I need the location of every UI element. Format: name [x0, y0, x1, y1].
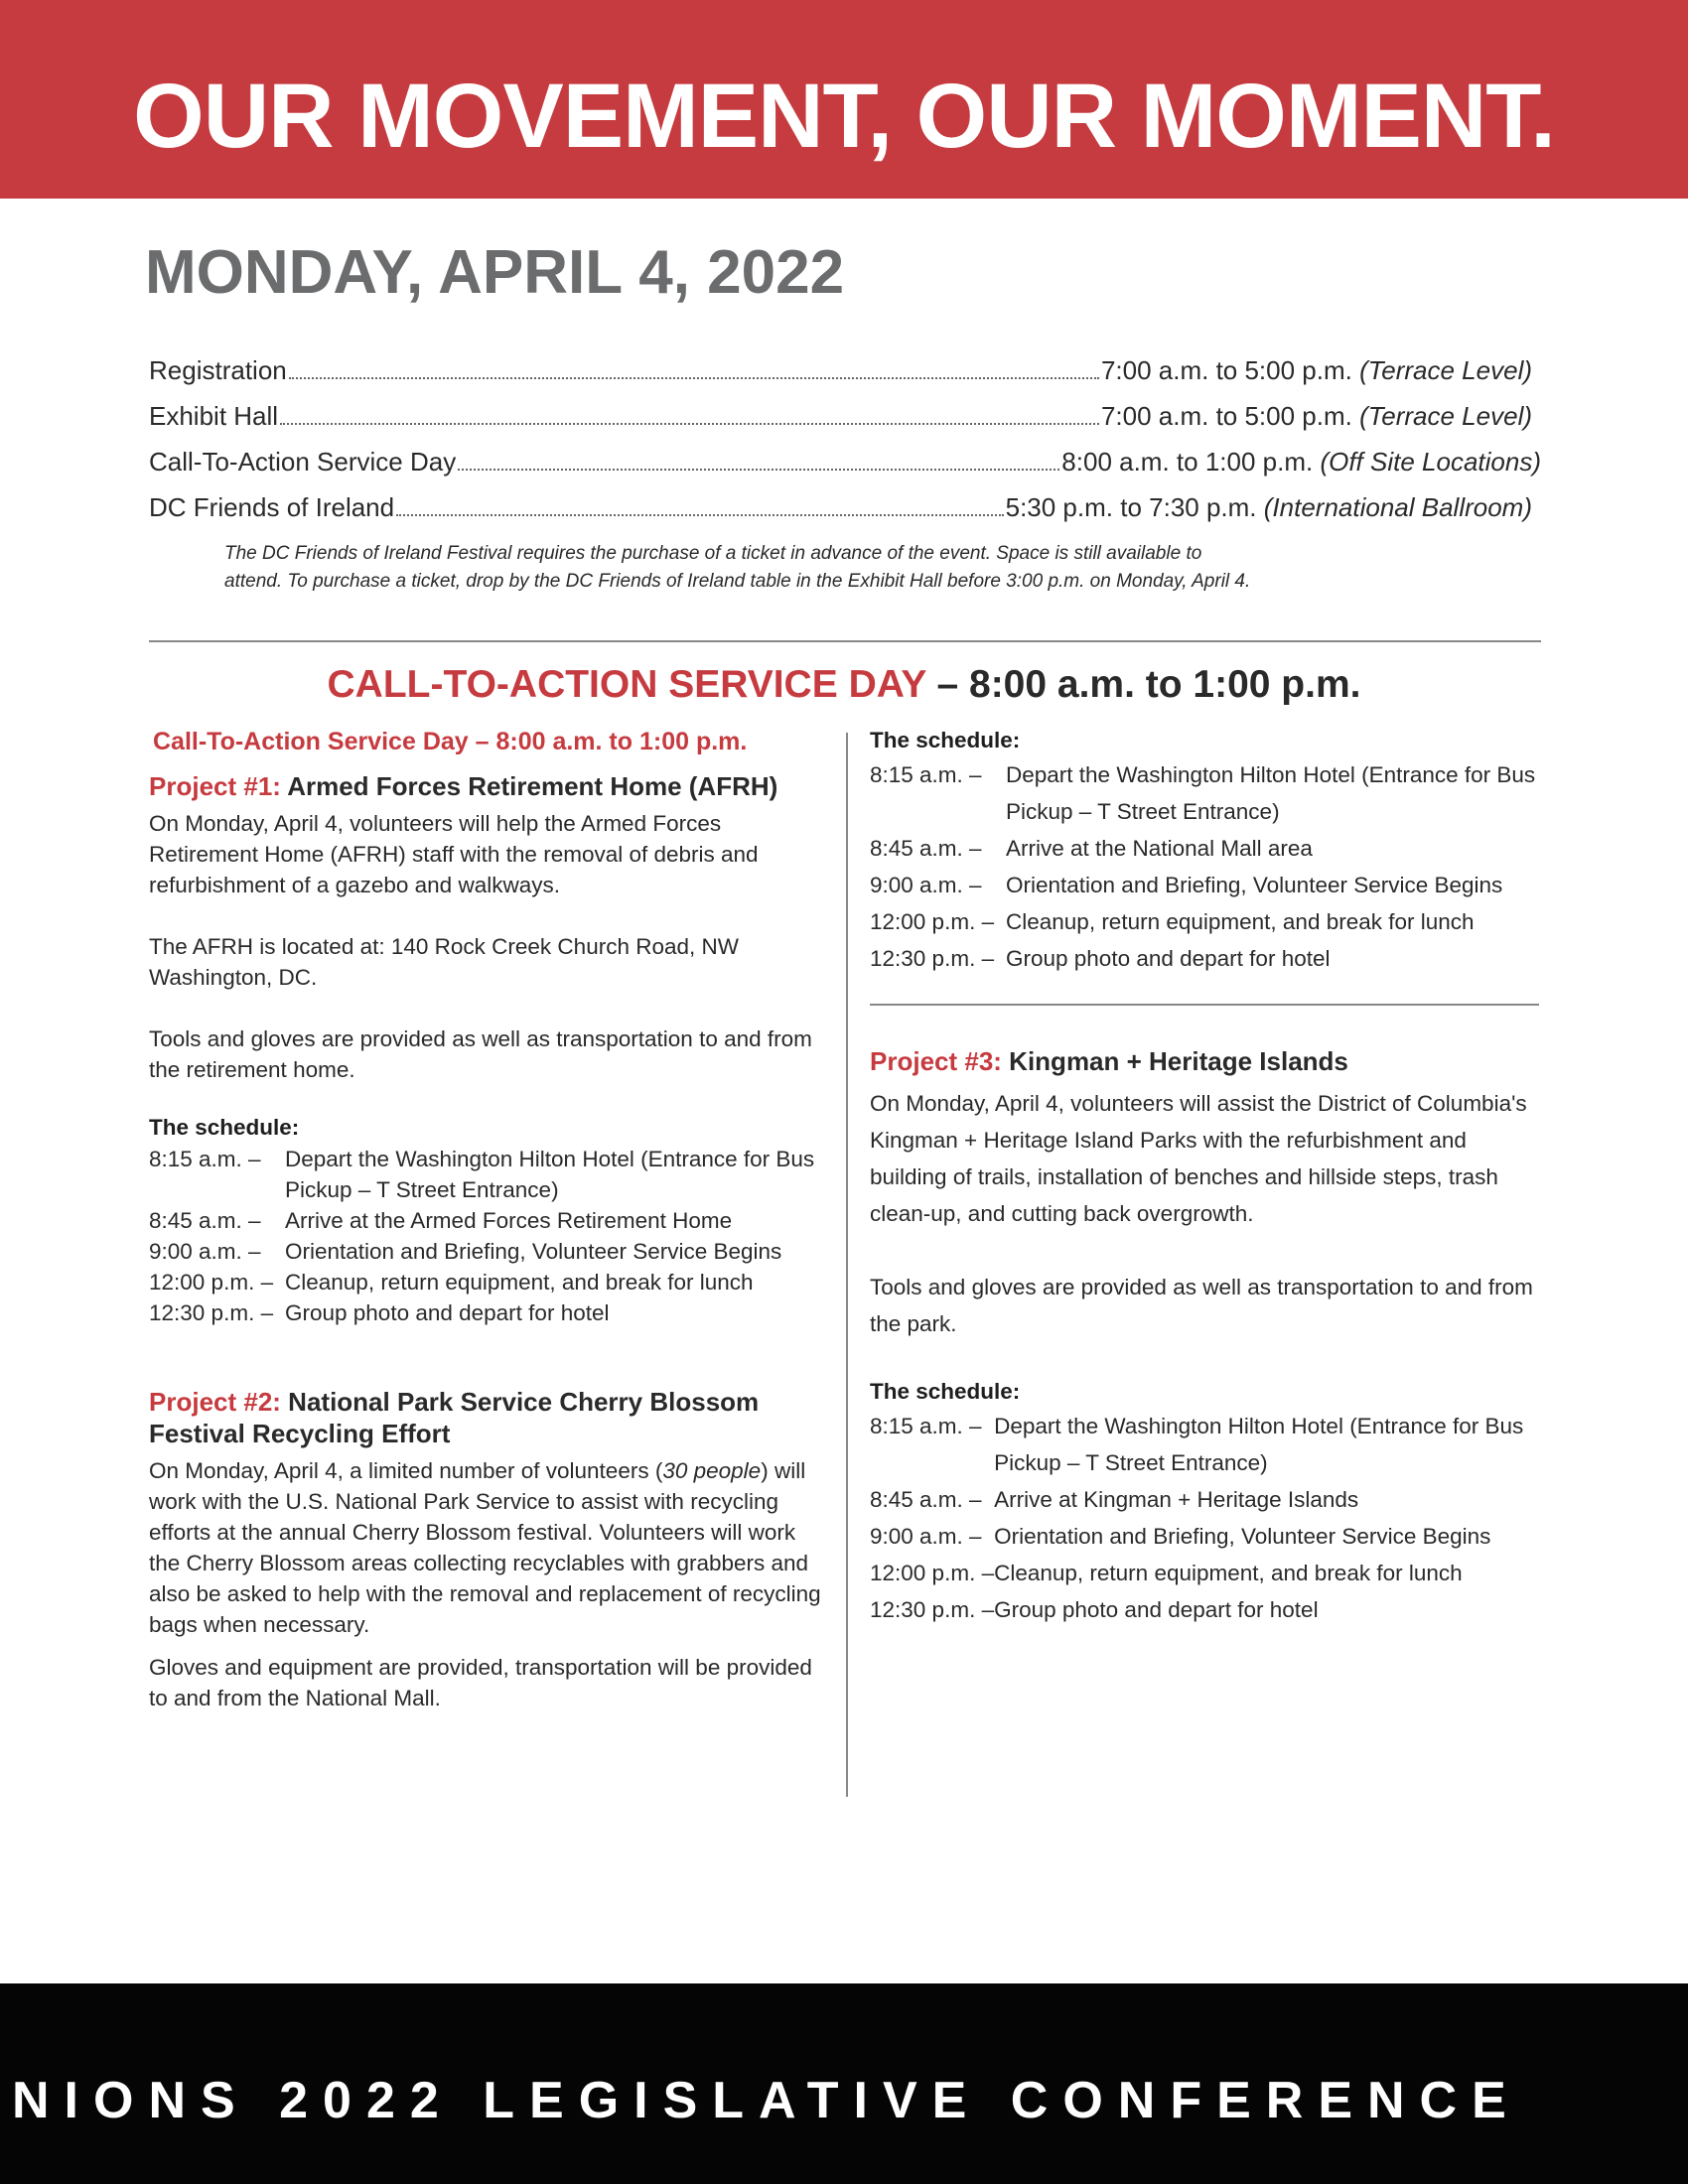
project-3-logistics: Tools and gloves are provided as well as transportation to and from the park.	[870, 1275, 1533, 1336]
project-label: Project #3:	[870, 1046, 1002, 1076]
schedule-time: 8:45 a.m. –	[149, 1208, 261, 1233]
dot-leader	[289, 377, 1099, 379]
footer-banner-text: NIONS 2022 LEGISLATIVE CONFERENCE	[12, 2072, 1521, 2129]
agenda-time: 7:00 a.m. to 5:00 p.m.	[1100, 401, 1352, 431]
schedule-row	[870, 1518, 1545, 1555]
schedule-row	[870, 1555, 1545, 1591]
schedule-time: 8:15 a.m. –	[870, 762, 982, 787]
schedule-row	[149, 1267, 824, 1297]
project-1-schedule	[149, 1144, 824, 1328]
schedule-heading: The schedule:	[870, 728, 1021, 752]
agenda-location: (International Ballroom)	[1263, 492, 1532, 522]
section-title	[0, 660, 1688, 710]
footer-banner	[0, 1983, 1688, 2184]
section-title-time: – 8:00 a.m. to 1:00 p.m.	[925, 663, 1361, 706]
agenda-time: 7:00 a.m. to 5:00 p.m.	[1100, 355, 1352, 385]
schedule-time: 12:30 p.m. –	[870, 946, 995, 971]
project-label: Project #2:	[149, 1387, 281, 1417]
agenda-list	[149, 355, 1539, 596]
description-emphasis: 30 people	[662, 1458, 762, 1483]
column-subhead: Call-To-Action Service Day – 8:00 a.m. to 1:00 p.m.	[153, 728, 748, 755]
project-name: Armed Forces Retirement Home (AFRH)	[280, 771, 778, 801]
schedule-time: 9:00 a.m. –	[870, 873, 982, 897]
schedule-time: 12:00 p.m. –	[870, 909, 995, 934]
schedule-row	[149, 1144, 824, 1205]
left-column	[149, 725, 824, 1713]
project-1-title	[149, 770, 824, 802]
agenda-label: Registration	[149, 355, 287, 385]
banner-title: OUR MOVEMENT, OUR MOMENT.	[133, 66, 1555, 167]
agenda-row	[149, 492, 1532, 538]
schedule-time: 8:45 a.m. –	[870, 836, 982, 861]
agenda-location: (Terrace Level)	[1359, 355, 1532, 385]
project-1-description: On Monday, April 4, volunteers will help the Armed Forces Retirement Home (AFRH) staff with the removal of debris and refurbishment of a gazebo and walkways.	[149, 811, 759, 897]
agenda-row	[149, 401, 1532, 447]
column-divider	[846, 733, 848, 1797]
schedule-row	[870, 940, 1545, 977]
section-divider	[149, 640, 1541, 642]
schedule-time: 8:15 a.m. –	[870, 1414, 982, 1438]
schedule-desc: Cleanup, return equipment, and break for lunch	[994, 1561, 1463, 1585]
schedule-desc: Depart the Washington Hilton Hotel (Entrance for Bus Pickup – T Street Entrance)	[285, 1147, 815, 1202]
dot-leader	[458, 469, 1059, 471]
schedule-row	[149, 1297, 824, 1328]
project-1-logistics: Tools and gloves are provided as well as transportation to and from the retirement home.	[149, 1026, 812, 1082]
schedule-desc: Orientation and Briefing, Volunteer Service Begins	[994, 1524, 1491, 1549]
schedule-desc: Arrive at the Armed Forces Retirement Home	[285, 1208, 733, 1233]
project-name: National Park Service Cherry Blossom Festival Recycling Effort	[149, 1387, 760, 1448]
schedule-desc: Orientation and Briefing, Volunteer Service Begins	[1006, 873, 1503, 897]
schedule-time: 12:30 p.m. –	[870, 1597, 995, 1622]
schedule-desc: Orientation and Briefing, Volunteer Service Begins	[285, 1239, 782, 1264]
project-3-title	[870, 1045, 1545, 1077]
project-3-schedule	[870, 1408, 1545, 1628]
schedule-time: 8:45 a.m. –	[870, 1487, 982, 1512]
schedule-desc: Depart the Washington Hilton Hotel (Entrance for Bus Pickup – T Street Entrance)	[994, 1414, 1524, 1475]
schedule-desc: Arrive at Kingman + Heritage Islands	[994, 1487, 1359, 1512]
agenda-label: Call-To-Action Service Day	[149, 447, 457, 477]
column-divider-horizontal	[870, 1004, 1539, 1006]
project-2-description: On Monday, April 4, a limited number of volunteers (30 people) will work with the U.S. National Park Service to assist with recycling efforts at the annual Cherry Blossom festival. Volunteers will work the Cherry Blossom areas collecting recyclables with grabbers and also be asked to help with the removal and replacement of recycling bags when necessary.	[149, 1458, 821, 1637]
schedule-row	[149, 1236, 824, 1267]
agenda-label: DC Friends of Ireland	[149, 492, 395, 522]
schedule-row	[149, 1205, 824, 1236]
project-2-title	[149, 1386, 824, 1449]
agenda-note-line: attend. To purchase a ticket, drop by the DC Friends of Ireland table in the Exhibit Hall before 3:00 p.m. on Monday, April 4.	[224, 571, 1251, 592]
agenda-time: 5:30 p.m. to 7:30 p.m.	[1005, 492, 1257, 522]
description-text: On Monday, April 4, a limited number of volunteers	[149, 1458, 649, 1483]
schedule-time: 9:00 a.m. –	[870, 1524, 982, 1549]
page-title: MONDAY, APRIL 4, 2022	[145, 238, 845, 307]
schedule-row	[870, 1481, 1545, 1518]
agenda-row	[149, 355, 1532, 401]
schedule-desc: Group photo and depart for hotel	[285, 1300, 610, 1325]
schedule-time: 8:15 a.m. –	[149, 1147, 261, 1171]
section-title-red: CALL-TO-ACTION SERVICE DAY	[327, 663, 926, 706]
agenda-row	[149, 447, 1541, 492]
dot-leader	[280, 423, 1099, 425]
schedule-heading: The schedule:	[149, 1115, 300, 1140]
agenda-label: Exhibit Hall	[149, 401, 279, 431]
agenda-location: (Terrace Level)	[1359, 401, 1532, 431]
description-text: ) will work with the U.S. National Park Service to assist with recycling efforts at the annual Cherry Blossom festival. Volunteers will work the Cherry Blossom areas collecting recyclables with grabbers and also be asked to help with the removal and replacement of recycling bags when necessary.	[149, 1458, 821, 1637]
agenda-note	[224, 540, 1539, 596]
agenda-note-line: The DC Friends of Ireland Festival requires the purchase of a ticket in advance of the event. Space is still available to	[224, 543, 1202, 564]
schedule-desc: Arrive at the National Mall area	[1006, 836, 1313, 861]
schedule-desc: Cleanup, return equipment, and break for lunch	[285, 1270, 754, 1295]
schedule-row	[870, 1408, 1545, 1481]
schedule-row	[870, 1591, 1545, 1628]
agenda-time: 8:00 a.m. to 1:00 p.m.	[1061, 447, 1314, 477]
project-1-address: The AFRH is located at: 140 Rock Creek Church Road, NW Washington, DC.	[149, 934, 739, 990]
project-label: Project #1:	[149, 771, 281, 801]
project-2-logistics: Gloves and equipment are provided, transportation will be provided to and from the National Mall.	[149, 1655, 812, 1710]
schedule-row	[870, 756, 1545, 830]
schedule-time: 9:00 a.m. –	[149, 1239, 261, 1264]
schedule-time: 12:00 p.m. –	[149, 1270, 274, 1295]
project-3-description: On Monday, April 4, volunteers will assist the District of Columbia's Kingman + Heritage Island Parks with the refurbishment and building of trails, installation of benches and hillside steps, trash clean-up, and cutting back overgrowth.	[870, 1091, 1527, 1226]
schedule-desc: Cleanup, return equipment, and break for lunch	[1006, 909, 1475, 934]
schedule-desc: Group photo and depart for hotel	[1006, 946, 1331, 971]
schedule-time: 12:00 p.m. –	[870, 1561, 995, 1585]
schedule-desc: Depart the Washington Hilton Hotel (Entrance for Bus Pickup – T Street Entrance)	[1006, 762, 1536, 824]
schedule-row	[870, 903, 1545, 940]
schedule-heading: The schedule:	[870, 1379, 1021, 1404]
agenda-location: (Off Site Locations)	[1320, 447, 1541, 477]
project-name: Kingman + Heritage Islands	[1001, 1046, 1348, 1076]
dot-leader	[396, 514, 1004, 516]
schedule-time: 12:30 p.m. –	[149, 1300, 274, 1325]
schedule-row	[870, 830, 1545, 867]
right-column	[870, 725, 1545, 1628]
top-banner	[0, 0, 1688, 199]
project-2-schedule	[870, 756, 1545, 977]
schedule-row	[870, 867, 1545, 903]
schedule-desc: Group photo and depart for hotel	[994, 1597, 1319, 1622]
